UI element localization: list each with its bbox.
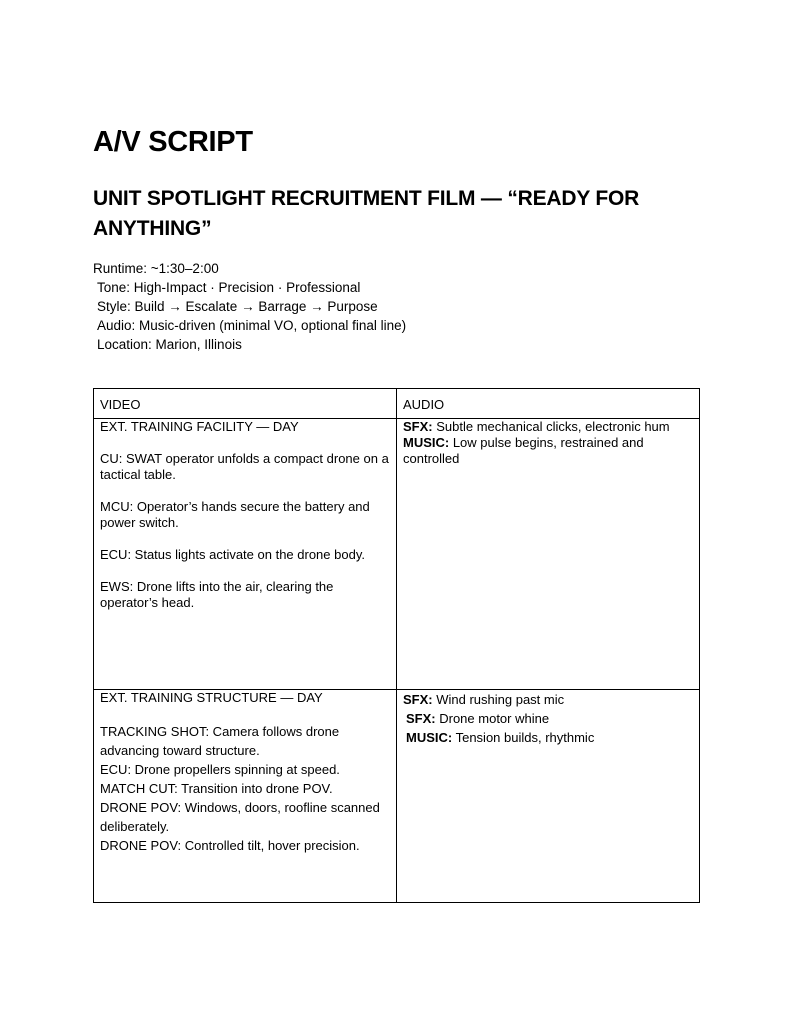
cue-text: Subtle mechanical clicks, electronic hum <box>432 419 670 434</box>
audio-cue <box>403 690 693 709</box>
shot-description: MATCH CUT: Transition into drone POV. <box>100 781 333 796</box>
location-line: Location: Marion, Illinois <box>97 337 242 352</box>
style-line: Style: Build → Escalate → Barrage → Purpose <box>97 299 378 314</box>
cue-label: MUSIC: <box>403 435 450 450</box>
video-cell <box>94 419 397 690</box>
table-row <box>94 690 700 903</box>
cue-text: Low pulse begins, restrained and controlled <box>403 435 644 466</box>
table-row <box>94 419 700 690</box>
cue-text: Tension builds, rhythmic <box>452 730 595 745</box>
tone-line: Tone: High-Impact · Precision · Professional <box>97 280 361 295</box>
cue-label: SFX: <box>403 419 433 434</box>
cue-label: SFX: <box>406 711 436 726</box>
audio-cue <box>403 728 693 747</box>
cue-text: Wind rushing past mic <box>432 692 565 707</box>
av-script-table <box>93 388 700 903</box>
audio-line: Audio: Music-driven (minimal VO, optional final line) <box>97 318 407 333</box>
shot-description: ECU: Status lights activate on the drone body. <box>100 547 365 562</box>
shot-description: EWS: Drone lifts into the air, clearing the operator’s head. <box>100 579 334 610</box>
cue-label: SFX: <box>403 692 433 707</box>
production-details <box>93 259 406 354</box>
audio-cell <box>397 419 700 690</box>
shot-description: CU: SWAT operator unfolds a compact drone on a tactical table. <box>100 451 389 482</box>
audio-cue <box>403 419 693 435</box>
scene-heading: EXT. TRAINING FACILITY — DAY <box>100 419 299 434</box>
cue-label: MUSIC: <box>406 730 453 745</box>
shot-description: TRACKING SHOT: Camera follows drone advancing toward structure. <box>100 724 340 758</box>
audio-cue <box>403 709 693 728</box>
shot-description: DRONE POV: Windows, doors, roofline scanned deliberately. <box>100 800 380 834</box>
audio-column-header: AUDIO <box>397 389 700 419</box>
table-header-row <box>94 389 700 419</box>
film-title: UNIT SPOTLIGHT RECRUITMENT FILM — “READY FOR ANYTHING” <box>93 187 640 240</box>
video-column-header: VIDEO <box>94 389 397 419</box>
shot-description: ECU: Drone propellers spinning at speed. <box>100 762 340 777</box>
video-cell <box>94 690 397 903</box>
audio-cue <box>403 435 693 467</box>
shot-description: MCU: Operator’s hands secure the battery and power switch. <box>100 499 370 530</box>
shot-description: DRONE POV: Controlled tilt, hover precision. <box>100 838 360 853</box>
audio-cell <box>397 690 700 903</box>
runtime-line: Runtime: ~1:30–2:00 <box>93 261 219 276</box>
scene-heading: EXT. TRAINING STRUCTURE — DAY <box>100 690 323 705</box>
cue-text: Drone motor whine <box>435 711 550 726</box>
document-title: A/V SCRIPT <box>93 126 253 158</box>
